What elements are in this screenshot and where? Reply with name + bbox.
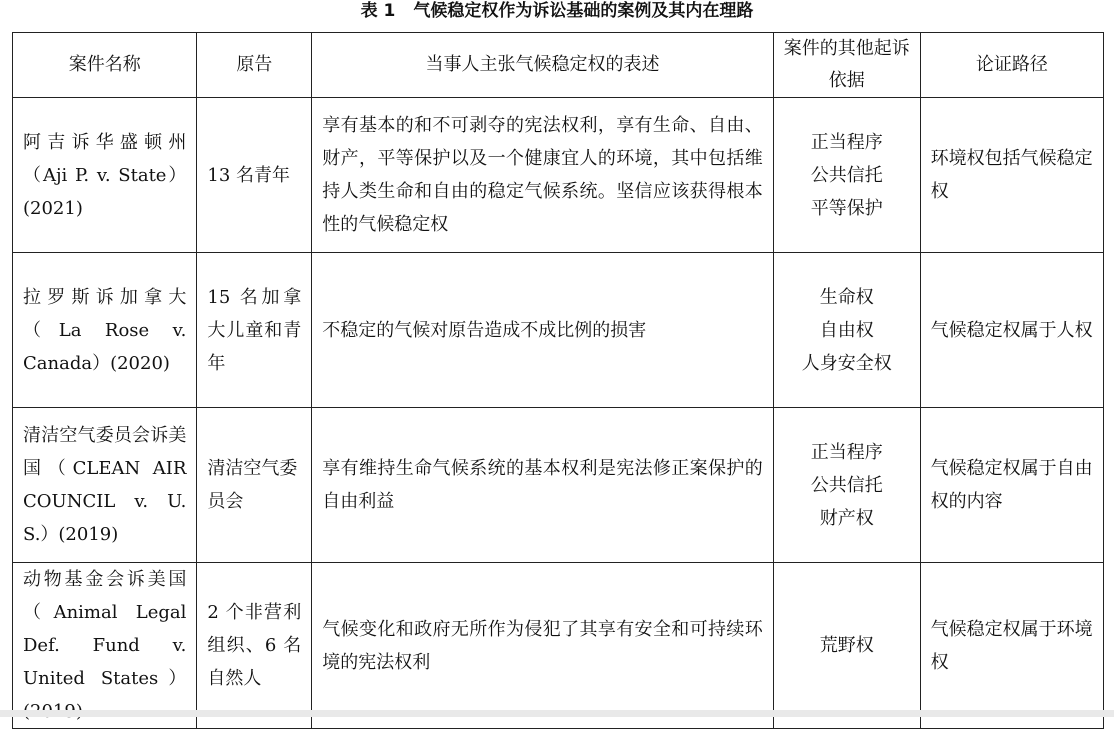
claim-cell: 享有基本的和不可剥夺的宪法权利，享有生命、自由、财产，平等保护以及一个健康宜人的环境，其中包括维持人类生命和自由的稳定气候系统。坚信应该获得根本性的气候稳定权: [312, 98, 774, 253]
ground-item: 正当程序: [810, 441, 883, 463]
page-bottom-strip: [0, 710, 1114, 717]
table-number: 表 1: [360, 1, 396, 21]
table-row: [13, 253, 1104, 408]
plaintiff-cell: 13 名青年: [197, 98, 312, 253]
ground-item: 人身安全权: [801, 352, 892, 374]
case-name-cell: 阿吉诉华盛顿州（Aji P. v. State）(2021): [13, 98, 197, 253]
ground-item: 生命权: [819, 286, 874, 308]
ground-item: 公共信托: [810, 474, 883, 496]
header-other-grounds: 案件的其他起诉依据: [773, 33, 920, 98]
table-row: [13, 98, 1104, 253]
ground-item: 荒野权: [819, 635, 874, 656]
table-caption: [0, 0, 1114, 26]
grounds-cell: [773, 563, 920, 729]
case-name-cell: 清洁空气委员会诉美国（CLEAN AIR COUNCIL v. U. S.）(2019): [13, 408, 197, 563]
cases-table: [12, 32, 1104, 729]
grounds-cell: [773, 253, 920, 408]
claim-cell: 气候变化和政府无所作为侵犯了其享有安全和可持续环境的宪法权利: [312, 563, 774, 729]
grounds-cell: [773, 98, 920, 253]
argument-path-cell: 气候稳定权属于环境权: [920, 563, 1103, 729]
header-argument-path: 论证路径: [920, 33, 1103, 98]
header-case-name: 案件名称: [13, 33, 197, 98]
claim-cell: 享有维持生命气候系统的基本权利是宪法修正案保护的自由利益: [312, 408, 774, 563]
table-row: [13, 563, 1104, 729]
ground-item: 正当程序: [810, 131, 883, 153]
plaintiff-cell: 2 个非营利组织、6 名自然人: [197, 563, 312, 729]
case-name-cell: 拉罗斯诉加拿大（La Rose v. Canada）(2020): [13, 253, 197, 408]
table-title: 气候稳定权作为诉讼基础的案例及其内在理路: [413, 1, 754, 21]
claim-cell: 不稳定的气候对原告造成不成比例的损害: [312, 253, 774, 408]
argument-path-cell: 环境权包括气候稳定权: [920, 98, 1103, 253]
grounds-cell: [773, 408, 920, 563]
header-row: [13, 33, 1104, 98]
argument-path-cell: 气候稳定权属于自由权的内容: [920, 408, 1103, 563]
header-claim: 当事人主张气候稳定权的表述: [312, 33, 774, 98]
ground-item: 公共信托: [810, 164, 883, 186]
plaintiff-cell: 清洁空气委员会: [197, 408, 312, 563]
case-name-cell: 动物基金会诉美国（Animal Legal Def. Fund v. United States）: [13, 563, 197, 729]
ground-item: 平等保护: [810, 197, 883, 219]
ground-item: 自由权: [819, 319, 874, 341]
table-row: [13, 408, 1104, 563]
argument-path-cell: 气候稳定权属于人权: [920, 253, 1103, 408]
header-plaintiff: 原告: [197, 33, 312, 98]
ground-item: 财产权: [819, 507, 874, 529]
plaintiff-cell: 15 名加拿大儿童和青年: [197, 253, 312, 408]
